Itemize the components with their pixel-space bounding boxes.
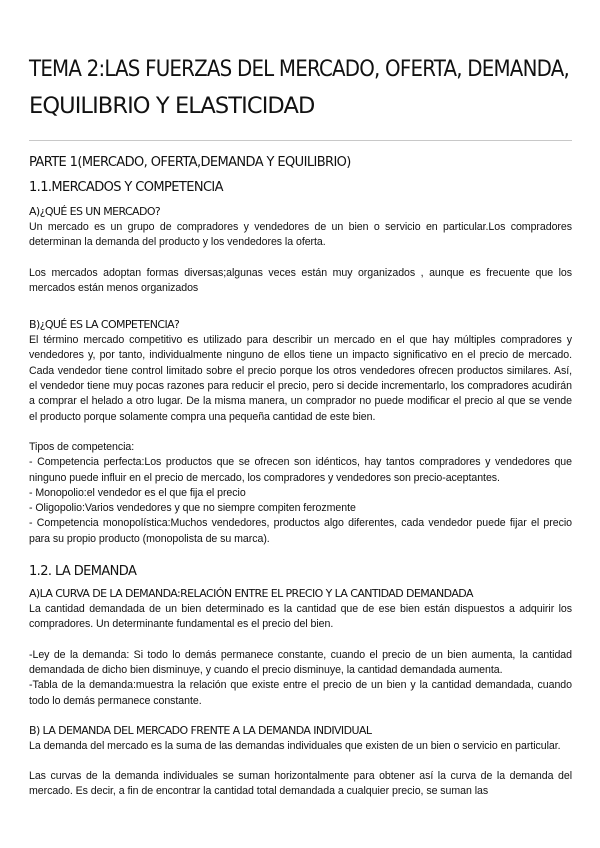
list-item: - Competencia monopolística:Muchos vendedores, productos algo diferentes, cada vendedor puede fijar el precio para su propio producto (monopolista de su marca). bbox=[29, 517, 572, 545]
list-item: - Oligopolio:Varios vendedores y que no siempre compiten ferozmente bbox=[29, 502, 356, 515]
section-heading-1-2: 1.2. LA DEMANDA bbox=[29, 564, 137, 580]
title-line-2: EQUILIBRIO Y ELASTICIDAD bbox=[29, 93, 315, 119]
spacer bbox=[29, 425, 572, 440]
spacer bbox=[29, 754, 572, 769]
part-heading: PARTE 1(MERCADO, OFERTA,DEMANDA Y EQUILIBRIO) bbox=[29, 155, 351, 170]
spacer bbox=[29, 251, 572, 266]
paragraph: -Tabla de la demanda:muestra la relación que existe entre el precio de un bien y la cantidad demandada, cuando todo lo demás permanece constante. bbox=[29, 679, 572, 707]
spacer bbox=[29, 633, 572, 648]
paragraph: Un mercado es un grupo de compradores y vendedores de un bien o servicio en particular.Los compradores determinan la demanda del producto y los vendedores la oferta. bbox=[29, 221, 572, 249]
paragraph: Los mercados adoptan formas diversas;algunas veces están muy organizados , aunque es frecuente que los mercados están menos organizados bbox=[29, 266, 572, 294]
paragraph: La demanda del mercado es la suma de las demandas individuales que existen de un bien o servicio en particular. bbox=[29, 739, 561, 752]
subheading-que-es-competencia: B)¿QUÉ ES LA COMPETENCIA? bbox=[29, 318, 180, 332]
title-divider bbox=[29, 140, 572, 141]
section-heading-1-1: 1.1.MERCADOS Y COMPETENCIA bbox=[29, 180, 223, 195]
list-item: - Competencia perfecta:Los productos que se ofrecen son idénticos, hay tantos compradores y vendedores que ninguno puede influir en el precio de mercado, los compradores y vendedores son precio-aceptantes. bbox=[29, 456, 572, 484]
subheading-curva-demanda: A)LA CURVA DE LA DEMANDA:RELACIÓN ENTRE EL PRECIO Y LA CANTIDAD DEMANDADA bbox=[29, 587, 473, 601]
subheading-que-es-mercado: A)¿QUÉ ES UN MERCADO? bbox=[29, 205, 161, 218]
subheading-demanda-mercado: B) LA DEMANDA DEL MERCADO FRENTE A LA DEMANDA INDIVIDUAL bbox=[29, 723, 372, 737]
paragraph: -Ley de la demanda: Si todo lo demás permanece constante, cuando el precio de un bien aumenta, la cantidad demandada de dicho bien disminuye, y cuando el precio disminuye, la cantidad demandada aumenta. bbox=[29, 648, 572, 676]
paragraph: El término mercado competitivo es utilizado para describir un mercado en el que hay múltiples compradores y vendedores y, por tanto, individualmente ninguno de ellos tiene un impacto significativo en el precio de mercado. Cada vendedor tiene control limitado sobre el precio porque los otros vendedores ofrecen productos similares. Así, el vendedor tiene muy pocas razones para reducir el precio, pero si decide incrementarlo, los compradores acudirán a comprar el helado a otro lugar. De la misma manera, un comprador no puede modificar el precio al que se vende el producto porque solamente compra una pequeña cantidad de este bien. bbox=[29, 334, 572, 423]
title-line-1: TEMA 2:LAS FUERZAS DEL MERCADO, OFERTA, DEMANDA, bbox=[29, 56, 569, 82]
paragraph: Las curvas de la demanda individuales se suman horizontalmente para obtener así la curva de la demanda del mercado. Es decir, a fin de encontrar la cantidad total demandada a cualquier precio, se suman las bbox=[29, 770, 572, 798]
competition-types-label: Tipos de competencia: bbox=[29, 440, 135, 453]
paragraph: La cantidad demandada de un bien determinado es la cantidad que de ese bien están dispuestos a adquirir los compradores. Un determinante fundamental es el precio del bien. bbox=[29, 603, 572, 631]
document-title bbox=[29, 0, 572, 125]
list-item: - Monopolio:el vendedor es el que fija el precio bbox=[29, 486, 246, 499]
